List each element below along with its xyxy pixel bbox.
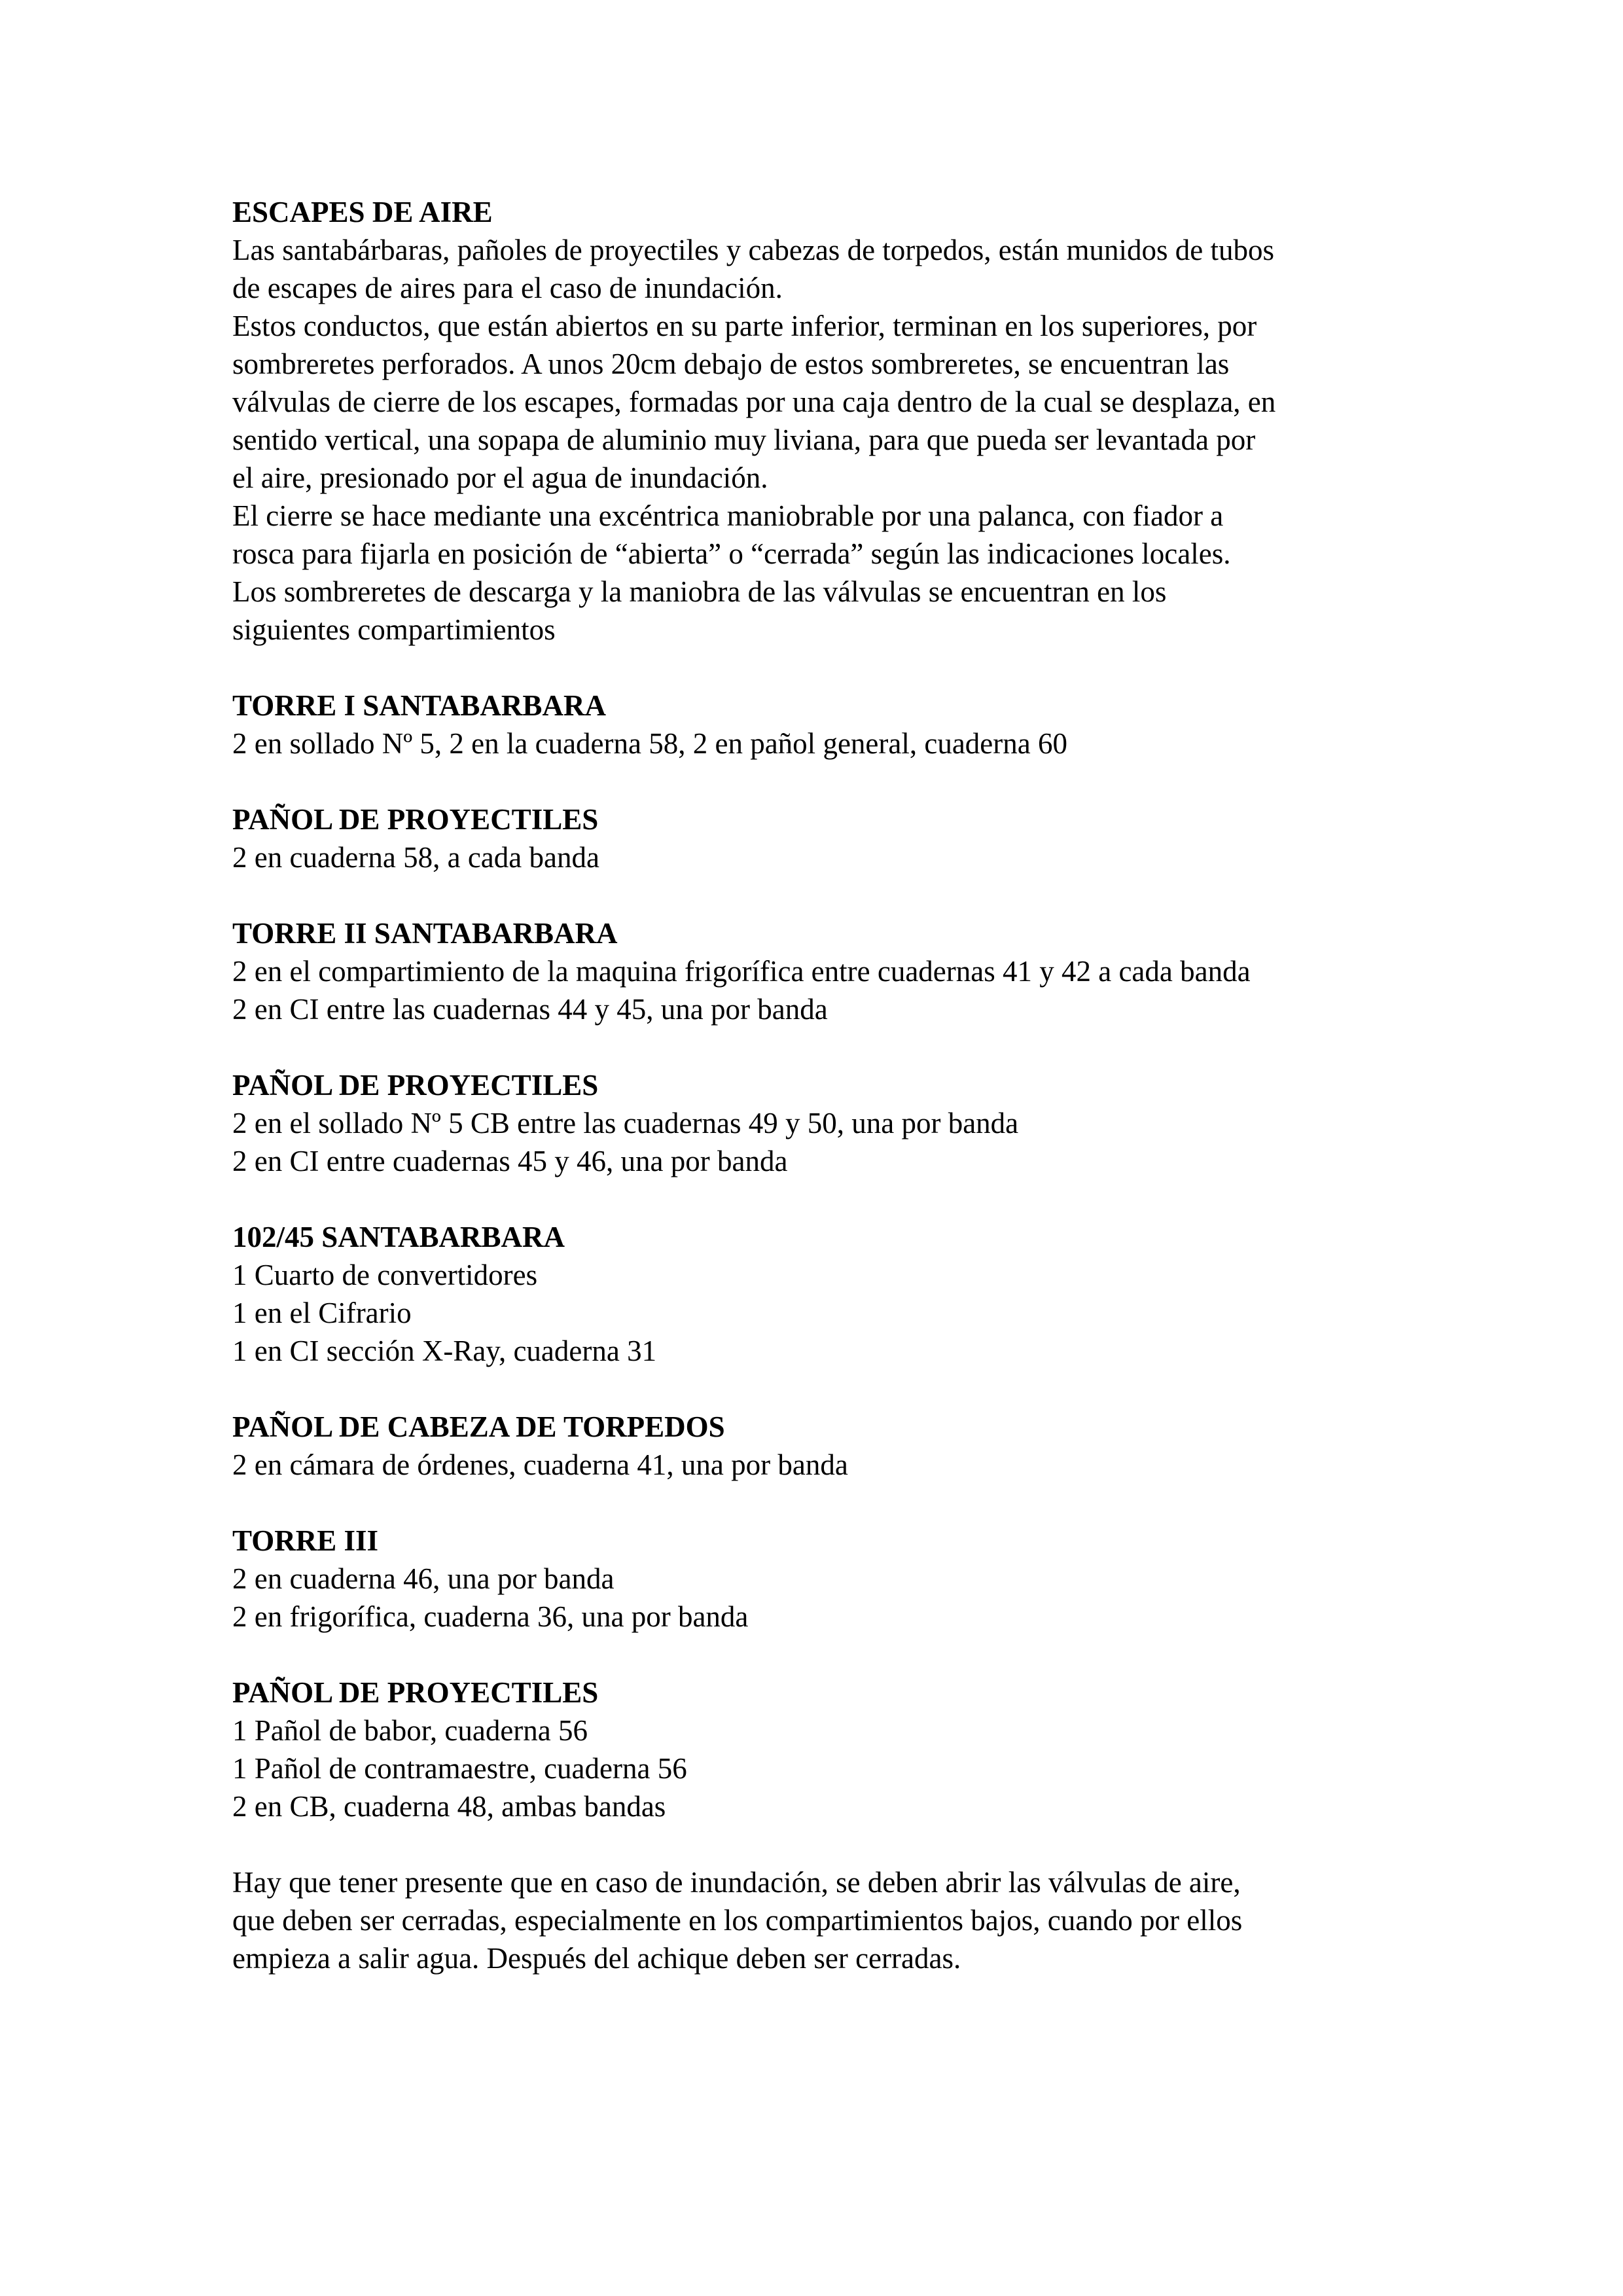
section-line: 2 en CI entre las cuadernas 44 y 45, una por banda xyxy=(232,993,828,1026)
section-line: 2 en sollado Nº 5, 2 en la cuaderna 58, 2 en pañol general, cuaderna 60 xyxy=(232,727,1067,760)
section-heading: PAÑOL DE PROYECTILES xyxy=(232,803,599,836)
intro-line: siguientes compartimientos xyxy=(232,613,556,646)
section-line: 2 en cámara de órdenes, cuaderna 41, una por banda xyxy=(232,1448,848,1481)
section-heading: TORRE I SANTABARBARA xyxy=(232,689,606,722)
compartment-section xyxy=(232,1408,1423,1484)
section-heading: PAÑOL DE PROYECTILES xyxy=(232,1676,599,1709)
intro-line: sentido vertical, una sopapa de aluminio muy liviana, para que pueda ser levantada por xyxy=(232,423,1256,456)
section-heading: PAÑOL DE PROYECTILES xyxy=(232,1069,599,1102)
section-line: 2 en el compartimiento de la maquina frigorífica entre cuadernas 41 y 42 a cada banda xyxy=(232,955,1251,988)
section-line: 1 en el Cifrario xyxy=(232,1297,412,1329)
intro-line: Las santabárbaras, pañoles de proyectiles y cabezas de torpedos, están munidos de tubos xyxy=(232,234,1274,266)
closing-line: que deben ser cerradas, especialmente en los compartimientos bajos, cuando por ellos xyxy=(232,1904,1243,1937)
section-line: 2 en frigorífica, cuaderna 36, una por banda xyxy=(232,1600,749,1633)
compartment-section xyxy=(232,687,1423,762)
intro-line: Los sombreretes de descarga y la maniobra de las válvulas se encuentran en los xyxy=(232,575,1167,608)
compartment-section xyxy=(232,1066,1423,1180)
section-heading: TORRE II SANTABARBARA xyxy=(232,917,618,950)
compartment-section xyxy=(232,1522,1423,1636)
document-page xyxy=(232,193,1423,1977)
section-line: 2 en cuaderna 58, a cada banda xyxy=(232,841,599,874)
closing-line: Hay que tener presente que en caso de inundación, se deben abrir las válvulas de aire, xyxy=(232,1866,1241,1899)
section-line: 2 en CB, cuaderna 48, ambas bandas xyxy=(232,1790,666,1823)
section-line: 2 en CI entre cuadernas 45 y 46, una por banda xyxy=(232,1145,788,1177)
compartment-section xyxy=(232,914,1423,1028)
intro-line: El cierre se hace mediante una excéntrica maniobrable por una palanca, con fiador a xyxy=(232,499,1224,532)
intro-line: sombreretes perforados. A unos 20cm debajo de estos sombreretes, se encuentran las xyxy=(232,348,1230,380)
intro-line: de escapes de aires para el caso de inundación. xyxy=(232,272,783,304)
section-heading: 102/45 SANTABARBARA xyxy=(232,1221,565,1253)
closing-paragraph xyxy=(232,1863,1423,1977)
compartment-section xyxy=(232,800,1423,876)
compartment-sections xyxy=(232,687,1423,1825)
section-line: 1 Pañol de babor, cuaderna 56 xyxy=(232,1714,588,1747)
section-line: 1 Pañol de contramaestre, cuaderna 56 xyxy=(232,1752,687,1785)
document-title: ESCAPES DE AIRE xyxy=(232,196,493,228)
section-line: 2 en cuaderna 46, una por banda xyxy=(232,1562,615,1595)
section-line: 1 en CI sección X-Ray, cuaderna 31 xyxy=(232,1335,657,1367)
compartment-section xyxy=(232,1674,1423,1825)
section-line: 1 Cuarto de convertidores xyxy=(232,1259,538,1291)
intro-line: válvulas de cierre de los escapes, formadas por una caja dentro de la cual se desplaza, en xyxy=(232,386,1276,418)
intro-paragraph xyxy=(232,231,1423,649)
section-heading: TORRE III xyxy=(232,1524,379,1557)
intro-line: Estos conductos, que están abiertos en su parte inferior, terminan en los superiores, por xyxy=(232,310,1257,342)
intro-line: el aire, presionado por el agua de inundación. xyxy=(232,461,768,494)
compartment-section xyxy=(232,1218,1423,1370)
section-heading: PAÑOL DE CABEZA DE TORPEDOS xyxy=(232,1410,725,1443)
intro-line: rosca para fijarla en posición de “abierta” o “cerrada” según las indicaciones locales. xyxy=(232,537,1231,570)
closing-line: empieza a salir agua. Después del achique deben ser cerradas. xyxy=(232,1942,961,1975)
section-line: 2 en el sollado Nº 5 CB entre las cuadernas 49 y 50, una por banda xyxy=(232,1107,1019,1139)
